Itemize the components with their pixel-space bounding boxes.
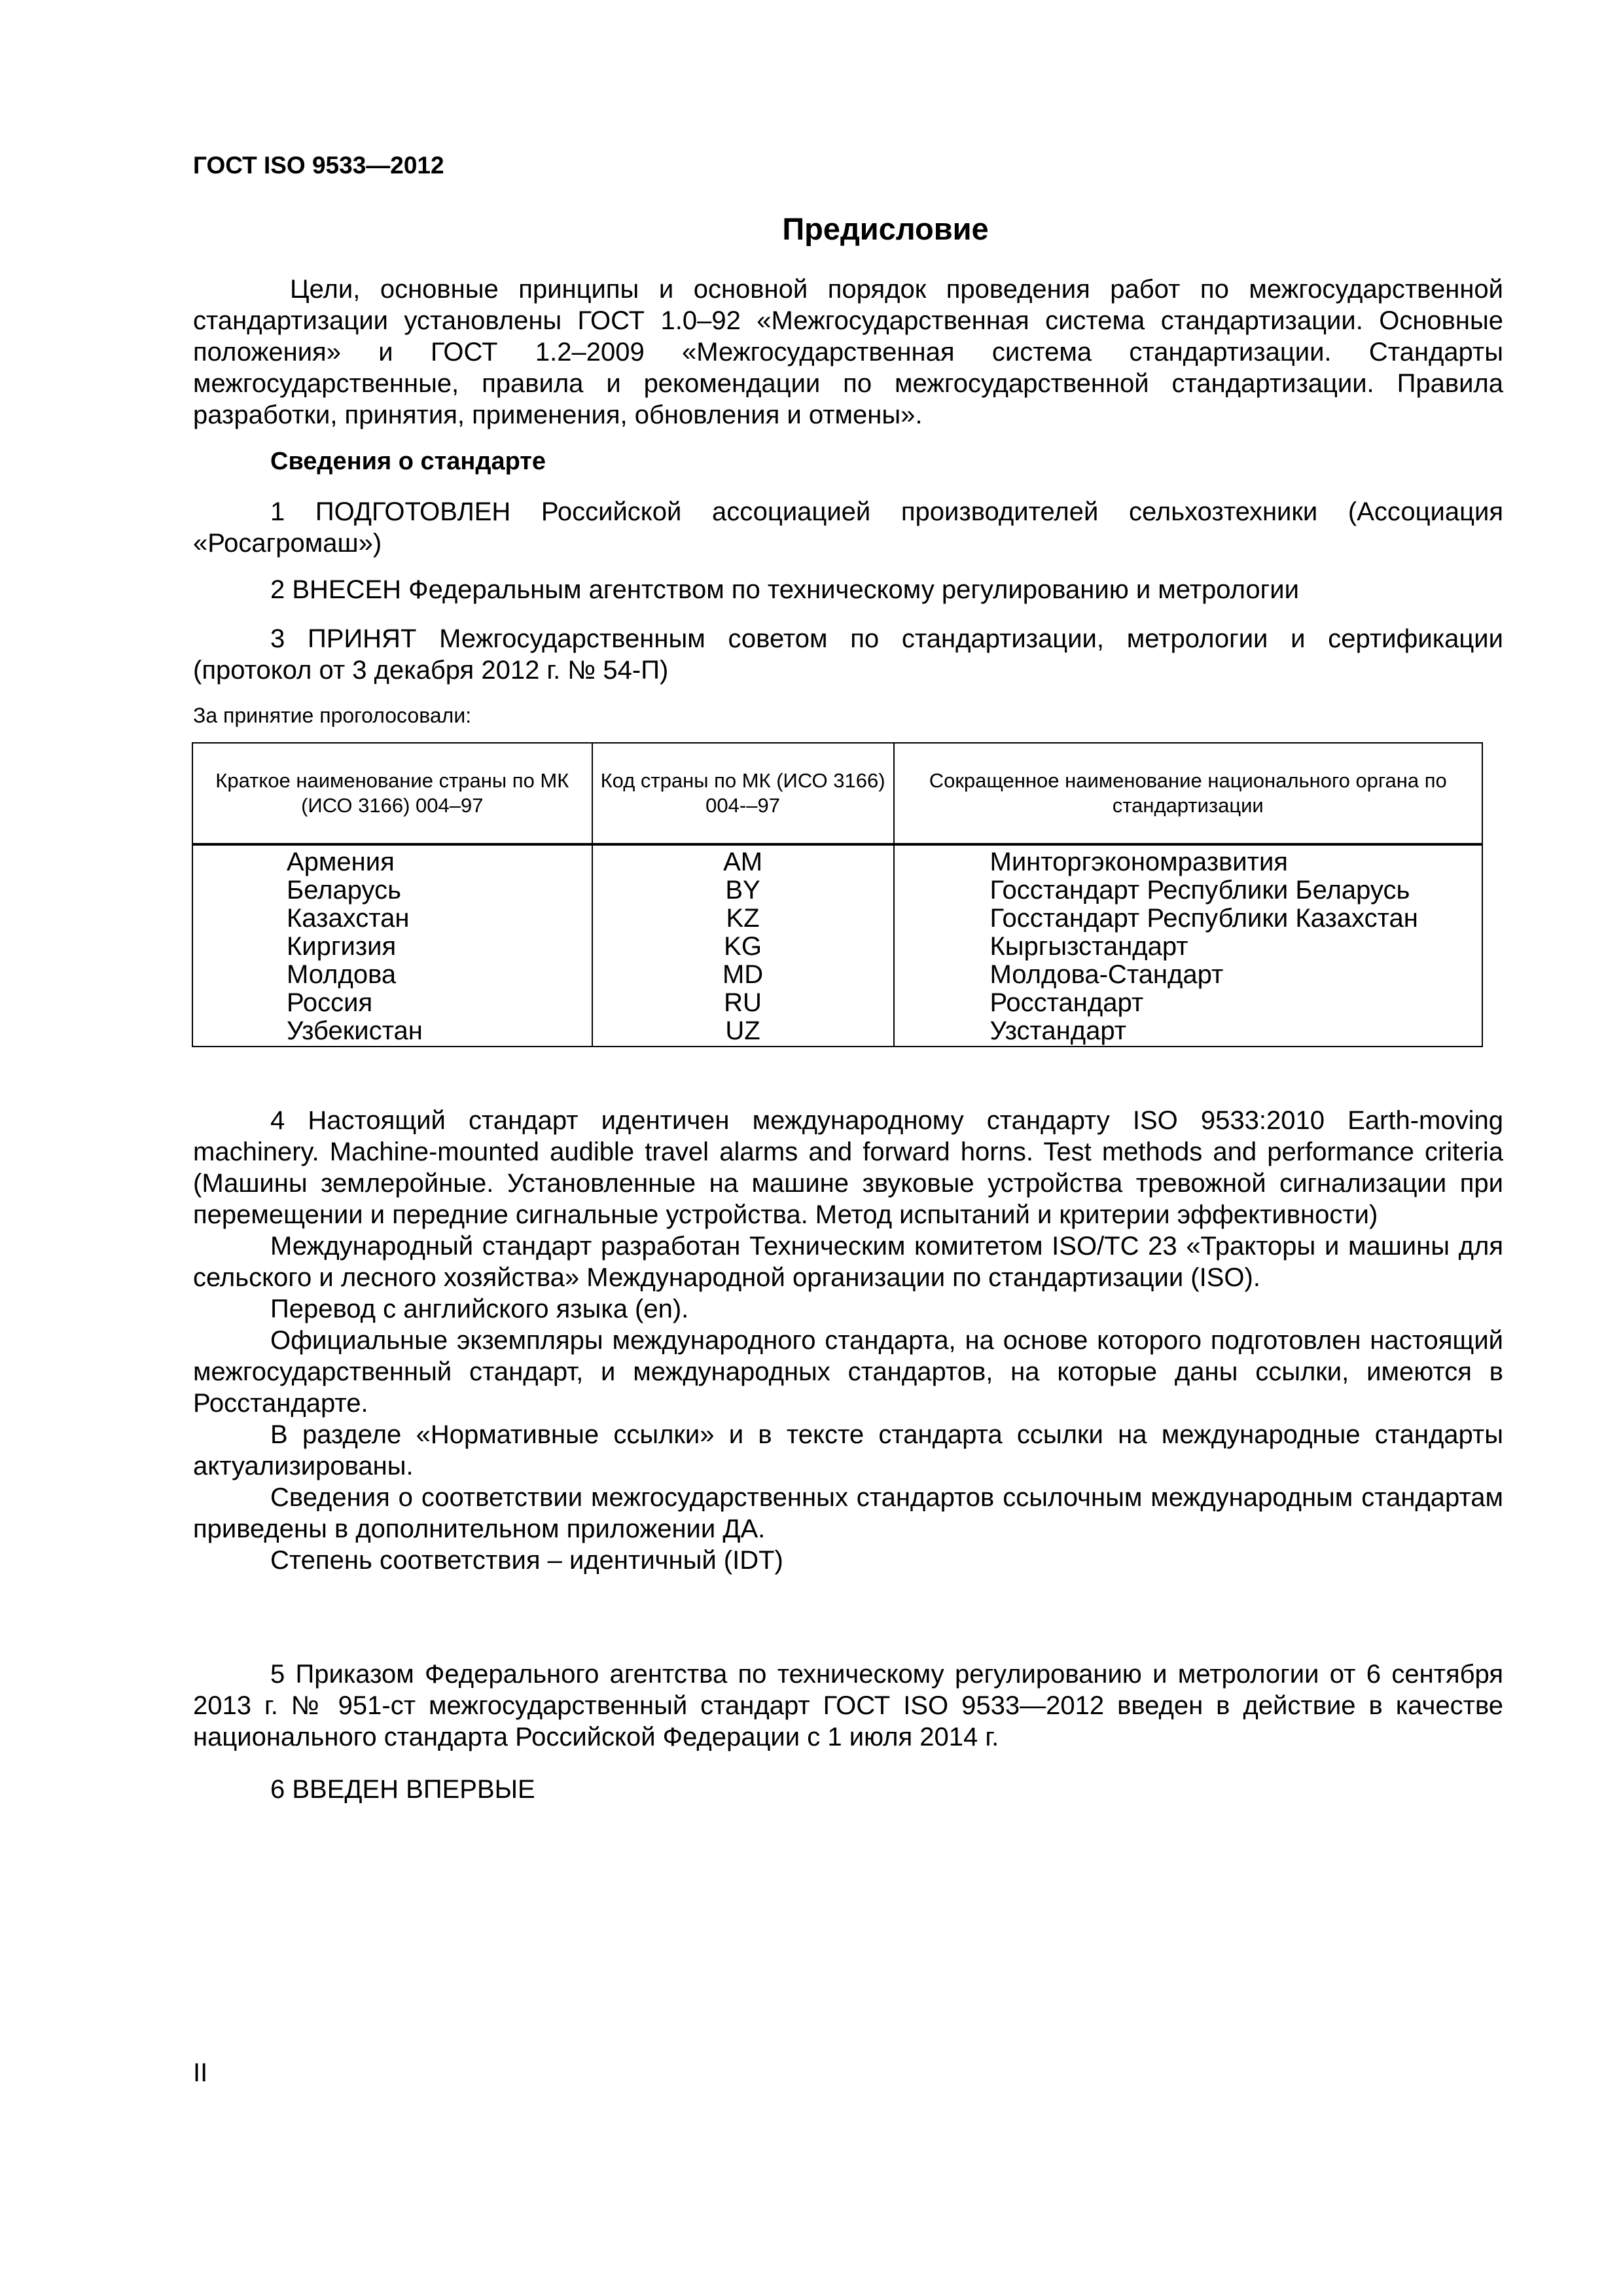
standards-body: Молдова-Стандарт (990, 960, 1224, 989)
page-title: Предисловие (782, 211, 989, 246)
country-code: KZ (726, 904, 760, 933)
country-names-cell (192, 844, 592, 1047)
item-4-degree-paragraph: Степень соответствия – идентичный (IDT) (270, 1546, 783, 1575)
vote-label: За принятие проголосовали: (193, 704, 472, 727)
page-number: II (193, 2058, 208, 2087)
item-4-paragraph: 4 Настоящий стандарт идентичен международному стандарту ISO 9533:2010 Earth-moving machinery. Machine-mounted audible travel alarms and forward horns. Test methods and performance criteria (Машины землеройные. Установленные на машине звуковые устройства тревожной сигнализации при перемещении и передние сигнальные устройства. Метод испытаний и критерии эффективности) (193, 1106, 1503, 1229)
country-codes-cell (592, 844, 894, 1047)
standards-body: Узстандарт (990, 1016, 1127, 1045)
table-header-row (192, 743, 1482, 844)
standards-body: Госстандарт Республики Беларусь (990, 876, 1410, 905)
country-name: Армения (287, 848, 395, 876)
country-name: Молдова (287, 960, 397, 989)
country-code: BY (725, 876, 760, 905)
item-4-official-copies-paragraph: Официальные экземпляры международного стандарта, на основе которого подготовлен настоящий межгосударственный стандарт, и международных стандартов, на которые даны ссылки, имеются в Росстандарте. (193, 1326, 1503, 1418)
standards-body: Кыргызстандарт (990, 932, 1188, 961)
item-4-references-paragraph: В разделе «Нормативные ссылки» и в тексте стандарта ссылки на международные стандарты актуализированы. (193, 1420, 1503, 1480)
country-name: Киргизия (287, 932, 397, 961)
standards-bodies-cell (894, 844, 1483, 1047)
header-country-name: Краткое наименование страны по МК (ИСО 3166) 004–97 (192, 743, 592, 844)
country-name: Россия (287, 988, 373, 1017)
country-code: MD (722, 960, 764, 989)
item-4-committee-paragraph: Международный стандарт разработан Техническим комитетом ISO/TC 23 «Тракторы и машины для сельского и лесного хозяйства» Международной организации по стандартизации (ISO). (193, 1232, 1503, 1292)
country-code: KG (724, 932, 762, 961)
country-name: Узбекистан (287, 1016, 423, 1045)
item-3-paragraph: 3 ПРИНЯТ Межгосударственным советом по стандартизации, метрологии и сертификации (протокол от 3 декабря 2012 г. № 54-П) (193, 624, 1503, 685)
item-1-paragraph: 1 ПОДГОТОВЛЕН Российской ассоциацией производителей сельхозтехники (Ассоциация «Росагромаш») (193, 497, 1503, 558)
voting-countries-table (192, 742, 1483, 1047)
standards-body: Госстандарт Республики Казахстан (990, 904, 1418, 933)
item-5-paragraph: 5 Приказом Федерального агентства по техническому регулированию и метрологии от 6 сентября 2013 г. № 951-ст межгосударственный стандарт ГОСТ ISO 9533—2012 введен в действие в качестве национального стандарта Российской Федерации с 1 июля 2014 г. (193, 1660, 1503, 1751)
intro-paragraph: Цели, основные принципы и основной порядок проведения работ по межгосударственной стандартизации установлены ГОСТ 1.0–92 «Межгосударственная система стандартизации. Основные положения» и ГОСТ 1.2–2009 «Межгосударственная система стандартизации. Стандарты межгосударственные, правила и рекомендации по межгосударственной стандартизации. Правила разработки, принятия, применения, обновления и отмены». (193, 275, 1503, 429)
header-country-code: Код страны по МК (ИСО 3166) 004-–97 (592, 743, 894, 844)
item-4-correspondence-paragraph: Сведения о соответствии межгосударственных стандартов ссылочным международным стандартам приведены в дополнительном приложении ДА. (193, 1483, 1503, 1543)
country-code: AM (723, 848, 763, 876)
standards-body: Минторгэкономразвития (990, 848, 1288, 876)
document-header: ГОСТ ISO 9533—2012 (193, 152, 444, 179)
about-standard-heading: Сведения о стандарте (270, 448, 546, 475)
country-name: Казахстан (287, 904, 410, 933)
country-code: RU (724, 988, 762, 1017)
country-name: Беларусь (287, 876, 401, 905)
item-4-block (193, 1105, 1503, 1576)
table-row (192, 844, 1482, 1047)
item-6-paragraph: 6 ВВЕДЕН ВПЕРВЫЕ (270, 1775, 535, 1804)
item-2-paragraph: 2 ВНЕСЕН Федеральным агентством по техническому регулированию и метрологии (270, 575, 1299, 604)
item-4-translation-paragraph: Перевод с английского языка (en). (270, 1295, 689, 1323)
country-code: UZ (725, 1016, 760, 1045)
header-standards-body: Сокращенное наименование национального органа по стандартизации (894, 743, 1483, 844)
standards-body: Росстандарт (990, 988, 1144, 1017)
